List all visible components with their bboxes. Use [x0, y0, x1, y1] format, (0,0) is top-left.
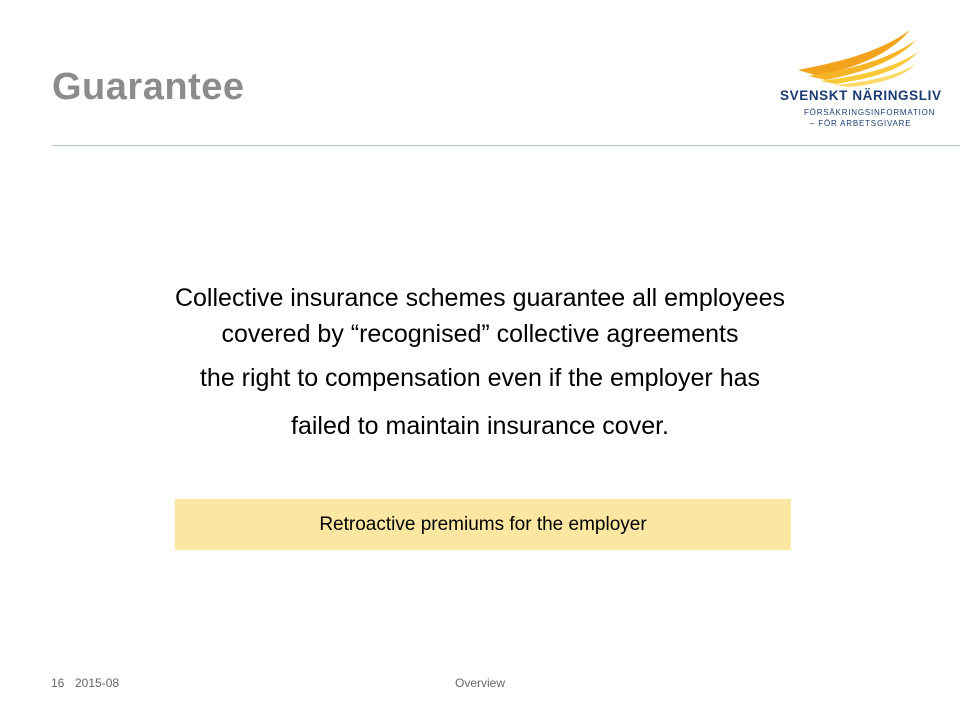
- statement-line-1: Collective insurance schemes guarantee all employees: [174, 284, 786, 312]
- svenskt-naringsliv-logo: [770, 26, 950, 130]
- statement-line-2: covered by “recognised” collective agreements: [221, 320, 739, 348]
- slide-title: Guarantee: [52, 66, 245, 108]
- logo-tagline: FÖRSÄKRINGSINFORMATION: [804, 108, 936, 117]
- logo-tagline-secondary: – FÖR ARBETSGIVARE: [810, 119, 912, 128]
- title-divider: [52, 145, 960, 146]
- page-number: 16: [51, 676, 65, 690]
- wing-logo-icon: [770, 26, 950, 96]
- main-statement: [60, 280, 900, 444]
- highlight-text: Retroactive premiums for the employer: [319, 513, 647, 535]
- highlight-box: [175, 499, 791, 550]
- footer-section: Overview: [455, 676, 506, 690]
- statement-line-3: the right to compensation even if the employer has: [199, 364, 761, 392]
- footer-date: 2015-08: [75, 676, 120, 690]
- logo-name: SVENSKT NÄRINGSLIV: [780, 88, 942, 103]
- statement-line-4: failed to maintain insurance cover.: [291, 412, 669, 440]
